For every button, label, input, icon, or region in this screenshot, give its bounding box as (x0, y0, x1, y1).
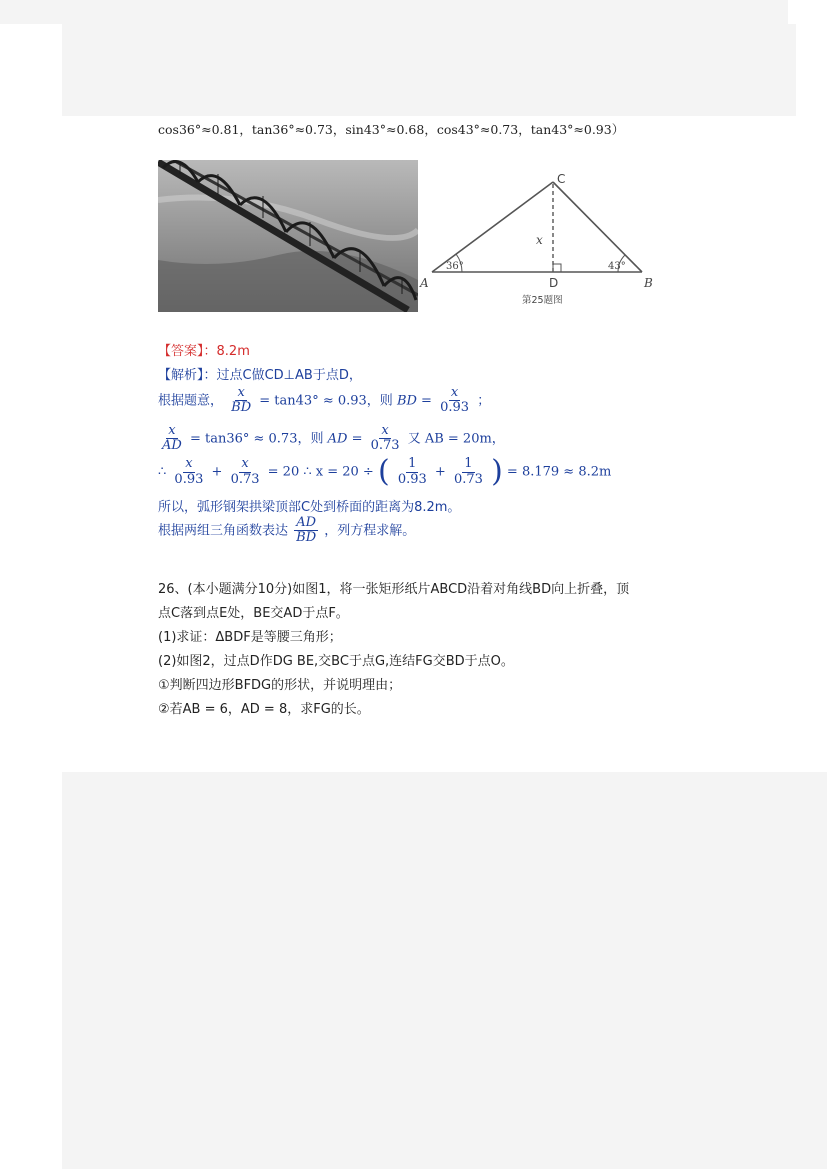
bridge-photo (158, 160, 418, 312)
analysis-text-1: ：过点C做CD⊥AB于点D， (203, 368, 362, 383)
label-c: C (557, 172, 566, 186)
analysis-text-6a: 根据两组三角函数表达 (158, 523, 289, 539)
analysis-line-2 (158, 386, 490, 416)
answer-value: ：8.2m (203, 344, 250, 359)
analysis-line-5: 所以，弧形钢架拱梁顶部C处到桥面的距离为8.2m。 (158, 500, 461, 515)
bottom-band (62, 772, 827, 1169)
label-d: D (549, 276, 559, 290)
therefore-symbol: ∴ (158, 464, 167, 480)
fraction-1-over-073: $\frac{1}{0.73}$ (453, 456, 483, 487)
fraction-x-over-073: $\frac{x}{0.73}$ (370, 423, 400, 454)
analysis-text-2b: = tan43° ≈ 0.93，则 (259, 393, 393, 409)
q26-line-1: 26、(本小题满分10分)如图1，将一张矩形纸片ABCD沿着对角线BD向上折叠，顶 (158, 582, 630, 597)
top-band (0, 0, 788, 24)
fraction-x-over-093-b: $\frac{x}{0.93}$ (174, 456, 204, 487)
analysis-text-3a: = tan36° ≈ 0.73，则 (189, 431, 324, 447)
answer-line (158, 340, 250, 359)
left-paren: ( (377, 454, 390, 489)
label-b: B (644, 276, 653, 290)
answer-label: 【答案】 (158, 344, 204, 359)
analysis-line-4 (158, 454, 612, 489)
analysis-ad-eq: AD = (327, 431, 363, 447)
analysis-line-1 (158, 364, 362, 383)
side-ac (432, 182, 553, 272)
fraction-1-over-093: $\frac{1}{0.93}$ (397, 456, 427, 487)
label-x: x (536, 233, 543, 247)
q26-line-6: ②若AB = 6，AD = 8，求FG的长。 (158, 702, 370, 717)
trig-note: cos36°≈0.81，tan36°≈0.73，sin43°≈0.68，cos43°≈0.73，tan43°≈0.93） (158, 122, 625, 137)
analysis-text-2a: 根据题意， (158, 393, 224, 409)
analysis-text-2c: ； (477, 393, 491, 409)
label-angle-a: 36° (446, 261, 464, 272)
q26-line-5: ①判断四边形BFDG的形状，并说明理由； (158, 678, 402, 693)
fraction-x-over-bd: $\frac{x}{BD}$ (231, 385, 252, 416)
q26-line-2: 点C落到点E处，BE交AD于点F。 (158, 606, 349, 621)
side-cb (553, 182, 642, 272)
analysis-line-6 (158, 516, 415, 546)
q26-line-3: (1)求证：ΔBDF是等腰三角形； (158, 630, 342, 645)
analysis-text-3b: 又 AB = 20m， (407, 431, 505, 447)
plus-sign-1: + (211, 464, 223, 480)
fraction-x-over-073-b: $\frac{x}{0.73}$ (230, 456, 260, 487)
analysis-bd-eq: BD = (396, 393, 432, 409)
analysis-text-6b: ，列方程求解。 (324, 523, 416, 539)
right-angle-mark (553, 264, 561, 272)
analysis-text-4b: = 8.179 ≈ 8.2m (506, 464, 612, 480)
analysis-line-3 (158, 424, 505, 454)
fraction-ad-over-bd: $\frac{AD}{BD}$ (296, 515, 317, 546)
analysis-text-4a: = 20 ∴ x = 20 ÷ (267, 464, 374, 480)
q26-line-4: (2)如图2，过点D作DG BE,交BC于点G,连结FG交BD于点O。 (158, 654, 514, 669)
triangle-figure (418, 170, 668, 310)
top-band-2 (62, 24, 796, 116)
fraction-x-over-093: $\frac{x}{0.93}$ (440, 385, 470, 416)
figure-caption: 第25题图 (522, 295, 563, 306)
label-a: A (420, 276, 429, 290)
analysis-label: 【解析】 (158, 368, 204, 383)
label-angle-b: 43° (608, 261, 626, 272)
fraction-x-over-ad: $\frac{x}{AD}$ (162, 423, 182, 454)
right-paren: ) (491, 454, 503, 489)
plus-sign-2: + (434, 464, 446, 480)
